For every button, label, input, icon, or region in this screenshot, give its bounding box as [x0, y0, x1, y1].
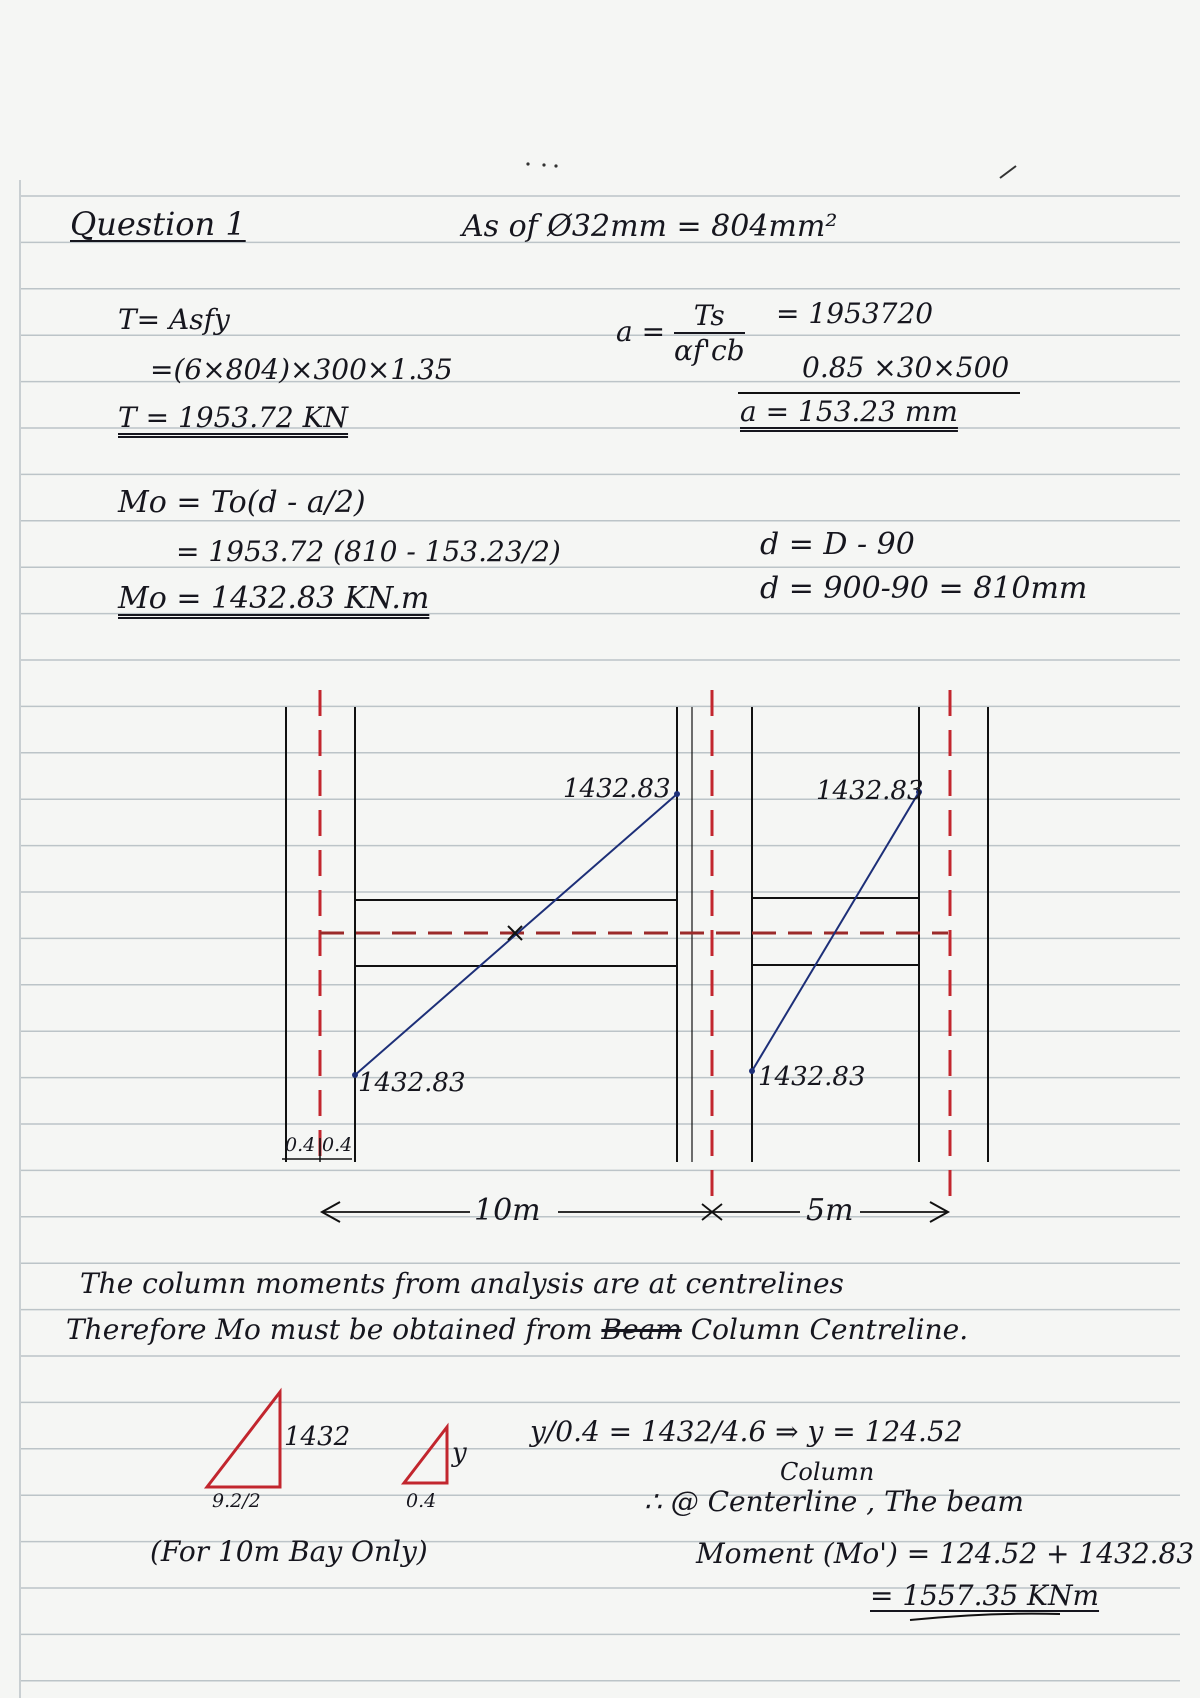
span-label-left: 10m [474, 1193, 541, 1228]
moment-label-right-top: 1432.83 [816, 776, 924, 806]
question-title [70, 205, 246, 243]
tension-result [118, 401, 349, 434]
stray-dot [526, 162, 529, 165]
triangle-small-height: y [452, 1438, 467, 1468]
triangle-small-base: 0.4 [406, 1490, 437, 1512]
conclusion-line-1: ∴ @ Centerline , The beam [644, 1485, 1024, 1518]
triangle-small [404, 1427, 447, 1483]
moment-point [674, 791, 680, 797]
explanation-line-2 [66, 1313, 969, 1346]
triangle-large-height: 1432 [284, 1422, 351, 1452]
moment-label-right-bottom: 1432.83 [758, 1062, 866, 1092]
underline-flourish [910, 1614, 1060, 1620]
stray-mark [1000, 166, 1016, 178]
bar-area-note: As of Ø32mm = 804mm² [462, 209, 838, 244]
tension-substitution: =(6×804)×300×1.35 [150, 353, 453, 386]
depth-a-symbolic-numerator: Ts [674, 302, 745, 334]
depth-a-formula [616, 299, 745, 367]
explanation-line-1: The column moments from analysis are at centrelines [80, 1267, 844, 1300]
conclusion-column-word: Column [780, 1458, 875, 1486]
depth-a-result-text: a = 153.23 mm [740, 395, 958, 428]
depth-d-formula: d = D - 90 [760, 527, 915, 562]
similar-triangle-ratio: y/0.4 = 1432/4.6 ⇒ y = 124.52 [530, 1415, 963, 1448]
depth-a-numeric-denominator: 0.85 ×30×500 [802, 351, 1010, 384]
column-width-left: 0.4 [285, 1134, 316, 1156]
stray-dot [554, 164, 557, 167]
moment-result-text: Mo = 1432.83 KN.m [118, 581, 430, 616]
triangle-large [207, 1392, 280, 1487]
explanation-line-2-start: Therefore Mo must be obtained from [66, 1313, 593, 1346]
stray-dot [542, 163, 545, 166]
moment-line-right-span [752, 792, 919, 1071]
bay-note: (For 10m Bay Only) [150, 1535, 428, 1568]
tension-formula: T= Asfy [118, 303, 230, 336]
span-label-right: 5m [806, 1193, 854, 1228]
depth-a-result [740, 395, 958, 428]
depth-a-numerator-value: 1953720 [808, 297, 934, 330]
moment-result [118, 581, 430, 616]
triangle-large-base: 9.2/2 [212, 1490, 261, 1512]
depth-d-result: d = 900-90 = 810mm [760, 571, 1088, 606]
moment-label-left-bottom: 1432.83 [358, 1068, 466, 1098]
depth-a-lhs: a = [616, 315, 666, 348]
depth-a-symbolic-denominator: αf'cb [673, 334, 745, 367]
explanation-line-2-end: Column Centreline. [690, 1313, 969, 1346]
frame-diagram [282, 690, 988, 1222]
conclusion-line-2: Moment (Mo') = 124.52 + 1432.83 [696, 1537, 1195, 1570]
question-title-text: Question 1 [70, 205, 246, 243]
depth-a-numeric-numerator [776, 297, 934, 330]
depth-a-symbolic-fraction [673, 299, 745, 367]
tension-result-text: T = 1953.72 KN [118, 401, 349, 434]
moment-point [749, 1068, 755, 1074]
moment-substitution: = 1953.72 (810 - 153.23/2) [176, 535, 561, 568]
column-width-right: 0.4 [322, 1134, 353, 1156]
depth-a-equals: = [776, 297, 800, 330]
conclusion-result-text: = 1557.35 KNm [870, 1579, 1100, 1612]
moment-formula: Mo = To(d - a/2) [118, 485, 366, 520]
struck-out-word: Beam [601, 1313, 682, 1346]
conclusion-line-3 [870, 1579, 1100, 1612]
moment-label-left-top: 1432.83 [563, 774, 671, 804]
